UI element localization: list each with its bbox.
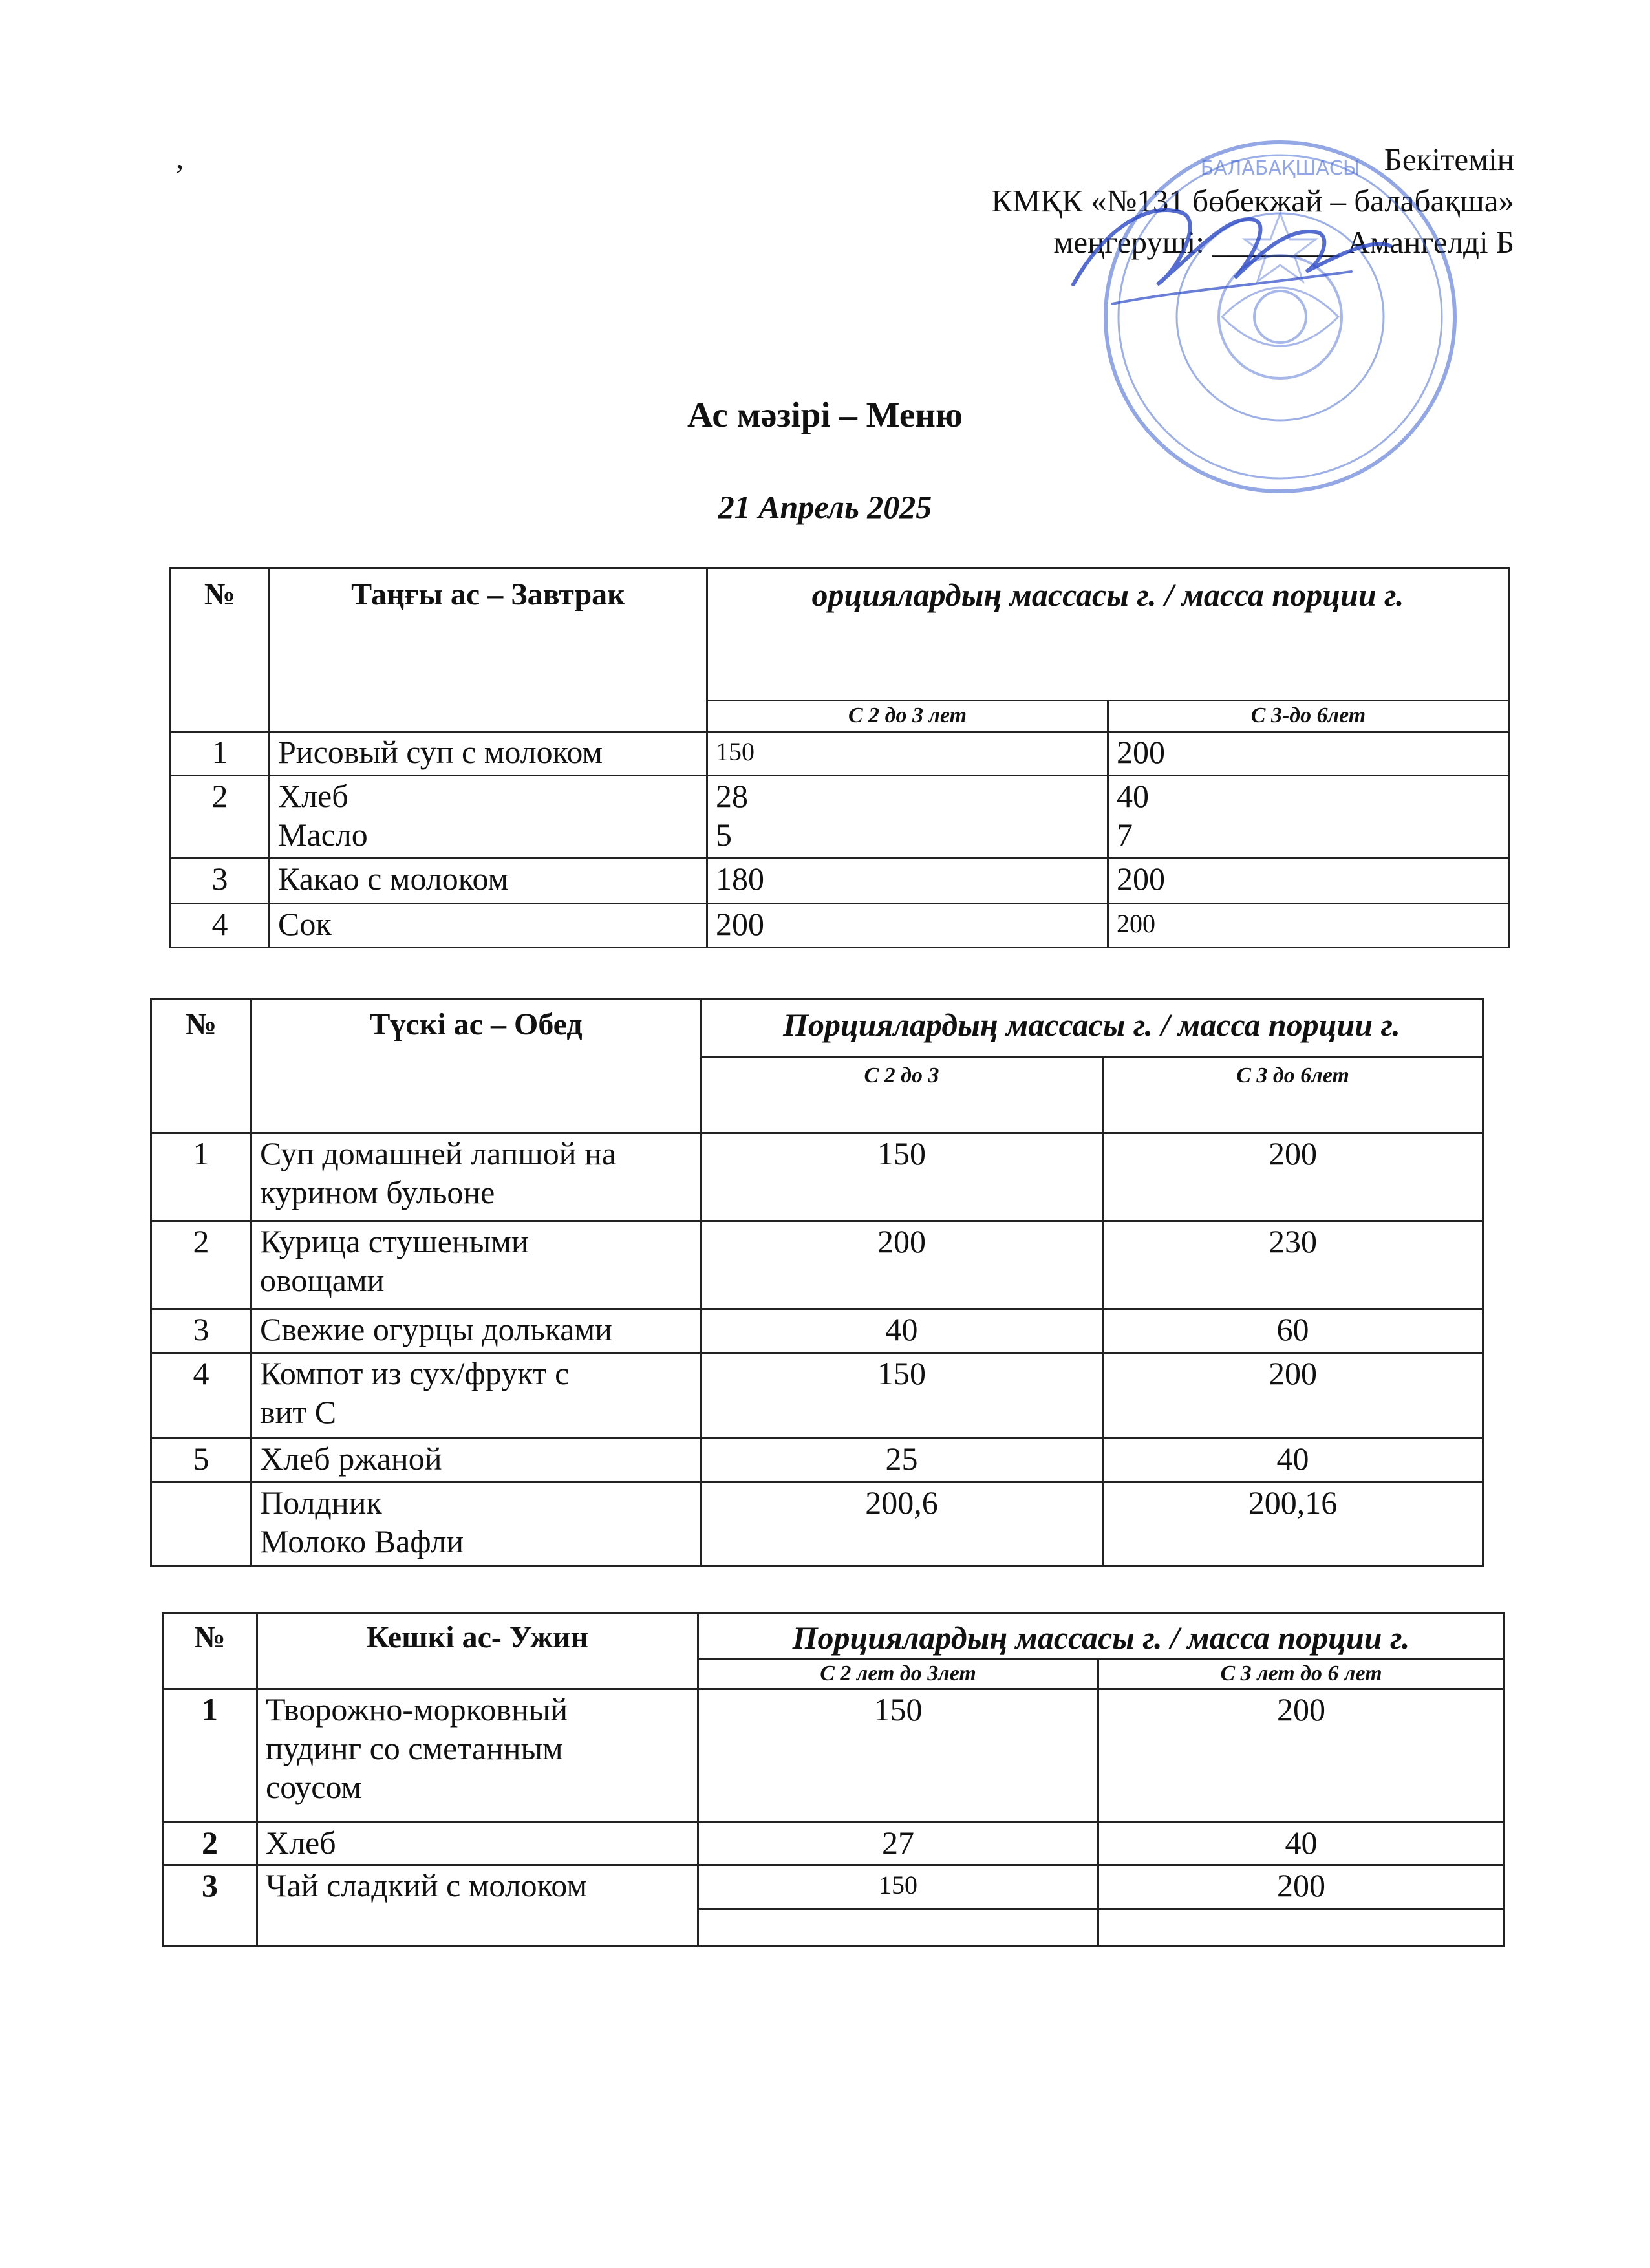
dish-name [257, 1689, 698, 1823]
table-row [163, 1865, 1505, 1909]
portion-small: 180 [707, 859, 1108, 904]
dish-name [252, 1221, 701, 1309]
portion-small: 25 [701, 1439, 1103, 1482]
table-row [163, 1823, 1505, 1865]
portion-header: орциялардың массасы г. / масса порции г. [707, 568, 1509, 701]
dish-name: Рисовый суп с молоком [270, 732, 707, 776]
dish-name [252, 1482, 701, 1567]
table-header-row [151, 1000, 1483, 1057]
dish-name [252, 1133, 701, 1221]
portion-header: Порциялардың массасы г. / масса порции г. [698, 1614, 1505, 1659]
handwritten-signature [1047, 175, 1409, 330]
portion-line: 40 [1117, 778, 1149, 814]
age-col-1: С 2 до 3 [701, 1057, 1103, 1133]
table-row [151, 1133, 1483, 1221]
dish-line: Хлеб [278, 778, 348, 814]
row-number: 3 [151, 1309, 252, 1353]
age-col-1: С 2 лет до 3лет [698, 1659, 1098, 1689]
age-col-2: С 3-до 6лет [1108, 701, 1509, 732]
page-title: Ас мәзірі – Меню [687, 395, 963, 434]
seal-text: БАЛАБАҚШАСЫ [1200, 157, 1360, 180]
dish-name: Какао с молоком [270, 859, 707, 904]
dish-line: Творожно-морковный [266, 1691, 568, 1728]
dish-name: Хлеб [257, 1823, 698, 1865]
row-number: 3 [171, 859, 270, 904]
portion-small: 40 [701, 1309, 1103, 1353]
table-row [171, 859, 1509, 904]
table-row [151, 1221, 1483, 1309]
empty-cell [698, 1909, 1098, 1947]
portion-large: 200,16 [1103, 1482, 1483, 1567]
lunch-table [150, 998, 1484, 1567]
dish-line: соусом [266, 1769, 362, 1805]
table-row [163, 1689, 1505, 1823]
portion-small: 200,6 [701, 1482, 1103, 1567]
dish-line: Молоко Вафли [260, 1523, 464, 1559]
row-number: 3 [163, 1865, 257, 1947]
row-number: 5 [151, 1439, 252, 1482]
portion-small [707, 776, 1108, 859]
portion-large: 40 [1098, 1823, 1505, 1865]
row-number [151, 1482, 252, 1567]
dish-line: Компот из сух/фрукт с [260, 1355, 570, 1391]
stray-comma: , [176, 140, 184, 175]
dish-name: Сок [270, 904, 707, 948]
head-label: меңгеруші: [1053, 224, 1205, 260]
snack-title: Полдник [260, 1484, 382, 1521]
approve-label: Бекітемін [1384, 142, 1514, 177]
portion-large: 200 [1103, 1133, 1483, 1221]
table-row [171, 776, 1509, 859]
signature-line: ________ [1212, 224, 1340, 260]
row-number: 2 [163, 1823, 257, 1865]
table-row [171, 732, 1509, 776]
portion-large: 230 [1103, 1221, 1483, 1309]
row-number: 4 [171, 904, 270, 948]
dish-name: Свежие огурцы дольками [252, 1309, 701, 1353]
portion-large: 200 [1098, 1689, 1505, 1823]
menu-date: 21 Апрель 2025 [718, 489, 932, 525]
table-header-row [163, 1614, 1505, 1659]
dish-line: курином бульоне [260, 1174, 495, 1210]
snack-row [151, 1482, 1483, 1567]
age-col-2: С 3 лет до 6 лет [1098, 1659, 1505, 1689]
portion-line: 5 [716, 817, 732, 853]
portion-header: Порциялардың массасы г. / масса порции г. [701, 1000, 1483, 1057]
portion-small: 200 [701, 1221, 1103, 1309]
portion-small: 150 [701, 1353, 1103, 1439]
dish-line: Суп домашней лапшой на [260, 1135, 617, 1171]
portion-small: 27 [698, 1823, 1098, 1865]
age-col-1: С 2 до 3 лет [707, 701, 1108, 732]
dish-name [270, 776, 707, 859]
row-number: 2 [171, 776, 270, 859]
row-number: 2 [151, 1221, 252, 1309]
num-header: № [171, 568, 270, 732]
dish-name: Хлеб ржаной [252, 1439, 701, 1482]
portion-large: 200 [1098, 1865, 1505, 1909]
row-number: 1 [163, 1689, 257, 1823]
dish-line: Курица стушеными [260, 1223, 529, 1259]
dish-name: Чай сладкий с молоком [257, 1865, 698, 1947]
table-row [151, 1309, 1483, 1353]
portion-small: 150 [698, 1865, 1098, 1909]
meal-title: Таңғы ас – Завтрак [270, 568, 707, 732]
portion-small: 150 [701, 1133, 1103, 1221]
num-header: № [151, 1000, 252, 1133]
portion-large: 40 [1103, 1439, 1483, 1482]
portion-small: 200 [707, 904, 1108, 948]
portion-large: 200 [1108, 859, 1509, 904]
portion-line: 7 [1117, 817, 1133, 853]
row-number: 1 [171, 732, 270, 776]
head-name: Амангелді Б [1347, 224, 1514, 260]
meal-title: Кешкі ас- Ужин [257, 1614, 698, 1689]
dinner-table [162, 1612, 1505, 1947]
portion-large: 200 [1108, 732, 1509, 776]
num-header: № [163, 1614, 257, 1689]
portion-large [1108, 776, 1509, 859]
dish-line: Масло [278, 817, 368, 853]
organization-name: КМҚК «№131 бөбекжай – балабақша» [991, 183, 1514, 219]
dish-line: пудинг со сметанным [266, 1730, 563, 1766]
table-row [151, 1353, 1483, 1439]
portion-line: 28 [716, 778, 748, 814]
portion-large: 200 [1103, 1353, 1483, 1439]
table-row [171, 904, 1509, 948]
dish-line: вит С [260, 1394, 337, 1430]
breakfast-table [169, 567, 1510, 948]
row-number: 1 [151, 1133, 252, 1221]
portion-small: 150 [698, 1689, 1098, 1823]
dish-name [252, 1353, 701, 1439]
portion-large: 60 [1103, 1309, 1483, 1353]
row-number: 4 [151, 1353, 252, 1439]
table-header-row [171, 568, 1509, 701]
portion-large: 200 [1108, 904, 1509, 948]
table-row [151, 1439, 1483, 1482]
meal-title: Түскі ас – Обед [252, 1000, 701, 1133]
empty-cell [1098, 1909, 1505, 1947]
portion-small: 150 [707, 732, 1108, 776]
age-col-2: С 3 до 6лет [1103, 1057, 1483, 1133]
dish-line: овощами [260, 1262, 385, 1298]
